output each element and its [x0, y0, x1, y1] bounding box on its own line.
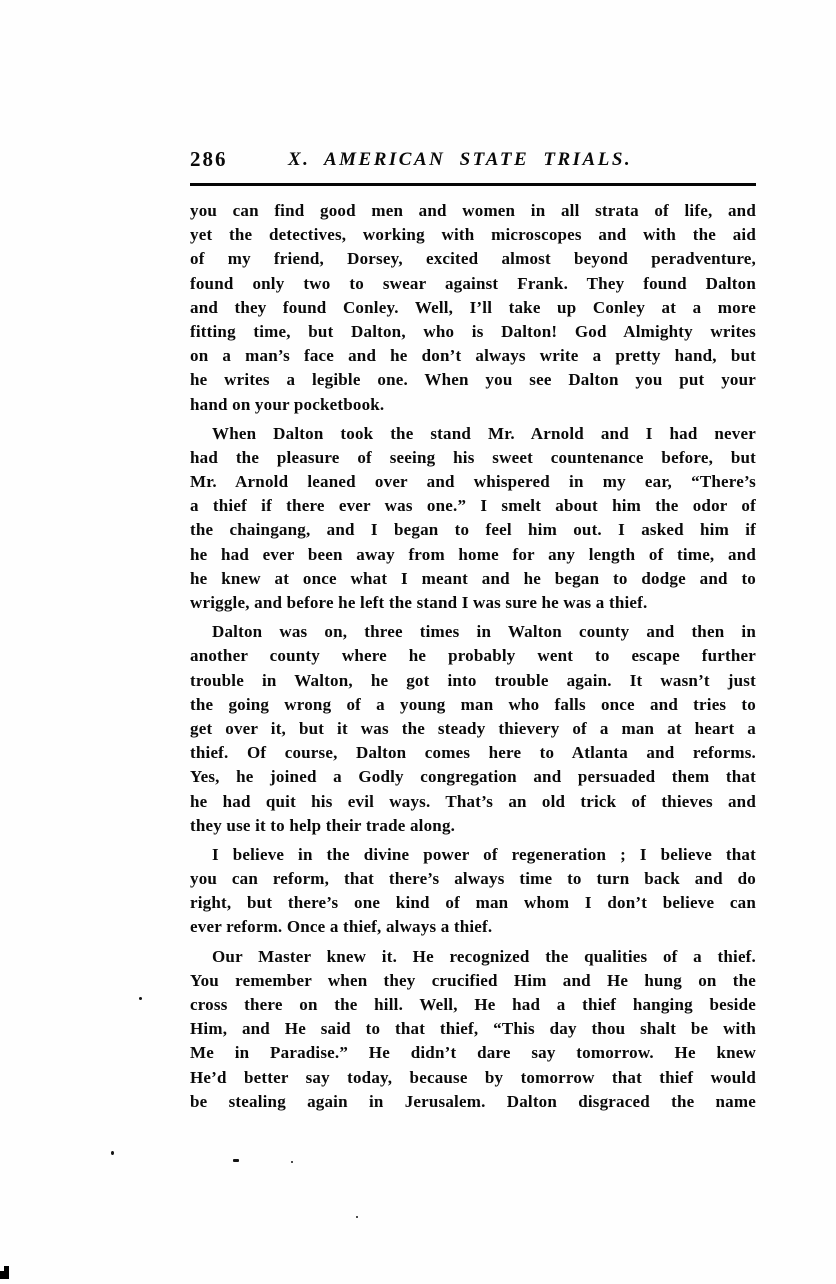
- text-line: I believe in the divine power of regeneration ; I believe that: [212, 844, 756, 864]
- text-line: When Dalton took the stand Mr. Arnold and I had never: [212, 423, 756, 443]
- text-line: he had ever been away from home for any length of time, and: [190, 544, 756, 564]
- text-line: wriggle, and before he left the stand I was sure he was a thief.: [190, 593, 648, 612]
- text-line: a thief if there ever was one.” I smelt about him the odor of: [190, 496, 756, 516]
- scan-corner-artifact: [4, 1266, 9, 1279]
- ink-speck: [233, 1159, 239, 1162]
- text-line: trouble in Walton, he got into trouble again. It wasn’t just: [190, 670, 756, 690]
- text-line: Our Master knew it. He recognized the qualities of a thief.: [212, 946, 756, 966]
- text-body: [190, 199, 756, 1114]
- paragraph: [190, 422, 756, 616]
- paragraph: [190, 620, 756, 838]
- text-line: Me in Paradise.” He didn’t dare say tomorrow. He knew: [190, 1043, 756, 1063]
- text-line: You remember when they crucified Him and He hung on the: [190, 970, 756, 990]
- text-line: fitting time, but Dalton, who is Dalton! God Almighty writes: [190, 321, 756, 341]
- text-line: on a man’s face and he don’t always write a pretty hand, but: [190, 346, 756, 366]
- paragraph: [190, 945, 756, 1114]
- text-line: the chaingang, and I began to feel him out. I asked him if: [190, 520, 756, 540]
- text-line: found only two to swear against Frank. They found Dalton: [190, 273, 756, 293]
- text-line: Yes, he joined a Godly congregation and persuaded them that: [190, 767, 756, 787]
- text-line: he knew at once what I meant and he began to dodge and to: [190, 568, 756, 588]
- text-line: get over it, but it was the steady thievery of a man at heart a: [190, 718, 756, 738]
- text-line: yet the detectives, working with microscopes and with the aid: [190, 225, 756, 245]
- header-rule: [190, 183, 756, 186]
- page-number: 286: [190, 147, 228, 171]
- text-line: right, but there’s one kind of man whom I don’t believe can: [190, 893, 756, 913]
- text-line: Dalton was on, three times in Walton county and then in: [212, 622, 756, 642]
- text-line: he writes a legible one. When you see Dalton you put your: [190, 370, 756, 390]
- text-line: and they found Conley. Well, I’ll take up Conley at a more: [190, 297, 756, 317]
- text-line: Him, and He said to that thief, “This day thou shalt be with: [190, 1019, 756, 1039]
- text-line: ever reform. Once a thief, always a thief.: [190, 917, 493, 937]
- ink-speck: [356, 1216, 358, 1218]
- text-line: cross there on the hill. Well, He had a thief hanging beside: [190, 995, 756, 1014]
- paragraph: [190, 199, 756, 417]
- text-line: he had quit his evil ways. That’s an old trick of thieves and: [190, 791, 756, 811]
- ink-speck: [111, 1151, 114, 1155]
- paragraph: [190, 843, 756, 940]
- text-line: thief. Of course, Dalton comes here to Atlanta and reforms.: [190, 743, 756, 763]
- running-header-title: X. AMERICAN STATE TRIALS.: [288, 149, 633, 170]
- ink-speck: [139, 997, 142, 1000]
- text-line: hand on your pocketbook.: [190, 394, 385, 414]
- text-line: the going wrong of a young man who falls once and tries to: [190, 694, 756, 714]
- text-line: He’d better say today, because by tomorrow that thief would: [190, 1067, 756, 1087]
- text-line: you can reform, that there’s always time to turn back and do: [190, 869, 756, 889]
- text-line: of my friend, Dorsey, excited almost beyond peradventure,: [190, 249, 756, 269]
- text-line: another county where he probably went to escape further: [190, 646, 756, 666]
- text-line: they use it to help their trade along.: [190, 815, 456, 835]
- text-line: you can find good men and women in all strata of life, and: [190, 201, 756, 220]
- text-line: be stealing again in Jerusalem. Dalton disgraced the name: [190, 1091, 756, 1111]
- text-line: Mr. Arnold leaned over and whispered in my ear, “There’s: [190, 472, 756, 492]
- text-line: had the pleasure of seeing his sweet countenance before, but: [190, 447, 756, 467]
- ink-speck: [291, 1161, 293, 1163]
